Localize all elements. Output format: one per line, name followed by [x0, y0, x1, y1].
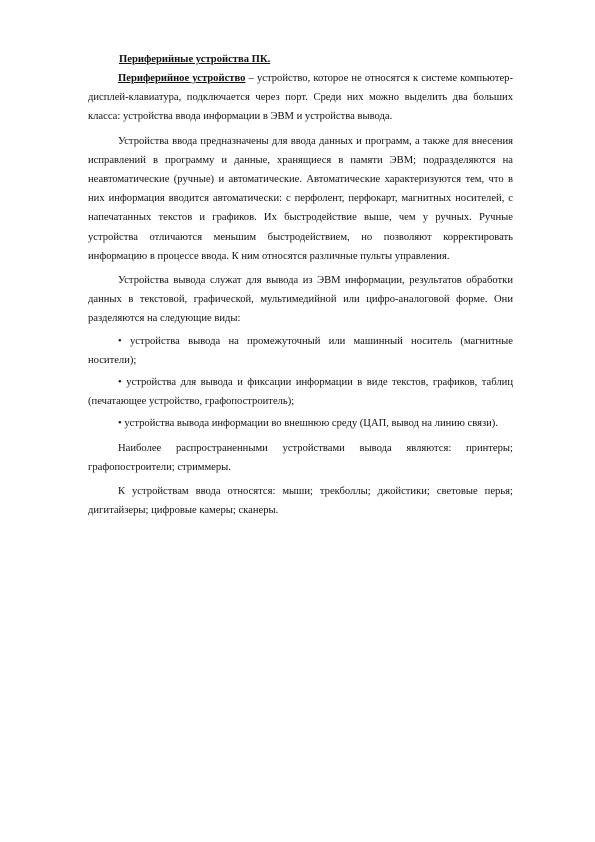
common-output-devices-paragraph: Наиболее распространенными устройствами вывода являются: принтеры; графопостроители; стриммеры.: [88, 442, 513, 473]
document-body: [88, 50, 513, 520]
bullet-item-fixation: • устройства для вывода и фиксации информации в виде текстов, графиков, таблиц (печатающее устройство, графопостроитель);: [88, 377, 513, 408]
document-title: Периферийные устройства ПК.: [119, 54, 271, 65]
input-devices-list-paragraph: К устройствам ввода относятся: мыши; трекболлы; джойстики; световые перья; дигитайзеры; цифровые камеры; сканеры.: [88, 486, 513, 517]
bullet-item-intermediate: • устройства вывода на промежуточный или машинный носитель (магнитные носители);: [88, 335, 513, 366]
intro-term: Периферийное устройство: [118, 73, 246, 84]
intro-paragraph: [88, 69, 513, 127]
input-devices-paragraph: Устройства ввода предназначены для ввода данных и программ, а также для внесения исправлений в программу и данные, хранящиеся в памяти ЭВМ; подразделяются на неавтоматические (ручные) и автоматические. Автоматические характеризуются тем, что в них информация вводится автоматически: с перфолент, перфокарт, магнитных носителей, с напечатанных текстов и графиков. Их быстродействие выше, чем у ручных. Ручные устройства отличаются меньшим быстродействием, но позволяют корректировать информацию в процессе ввода. К ним относятся различные пульты управления.: [88, 135, 513, 262]
intro-text: – устройство, которое не относятся к системе компьютер-дисплей-клавиатура, подключается через порт. Среди них можно выделить два больших класса: устройства ввода информации в ЭВМ и устройства вывода.: [88, 73, 513, 123]
bullet-item-external: • устройства вывода информации во внешнюю среду (ЦАП, вывод на линию связи).: [118, 418, 498, 430]
output-devices-paragraph: Устройства вывода служат для вывода из ЭВМ информации, результатов обработки данных в текстовой, графической, мультимедийной или цифро-аналоговой форме. Они разделяются на следующие виды:: [88, 275, 513, 325]
